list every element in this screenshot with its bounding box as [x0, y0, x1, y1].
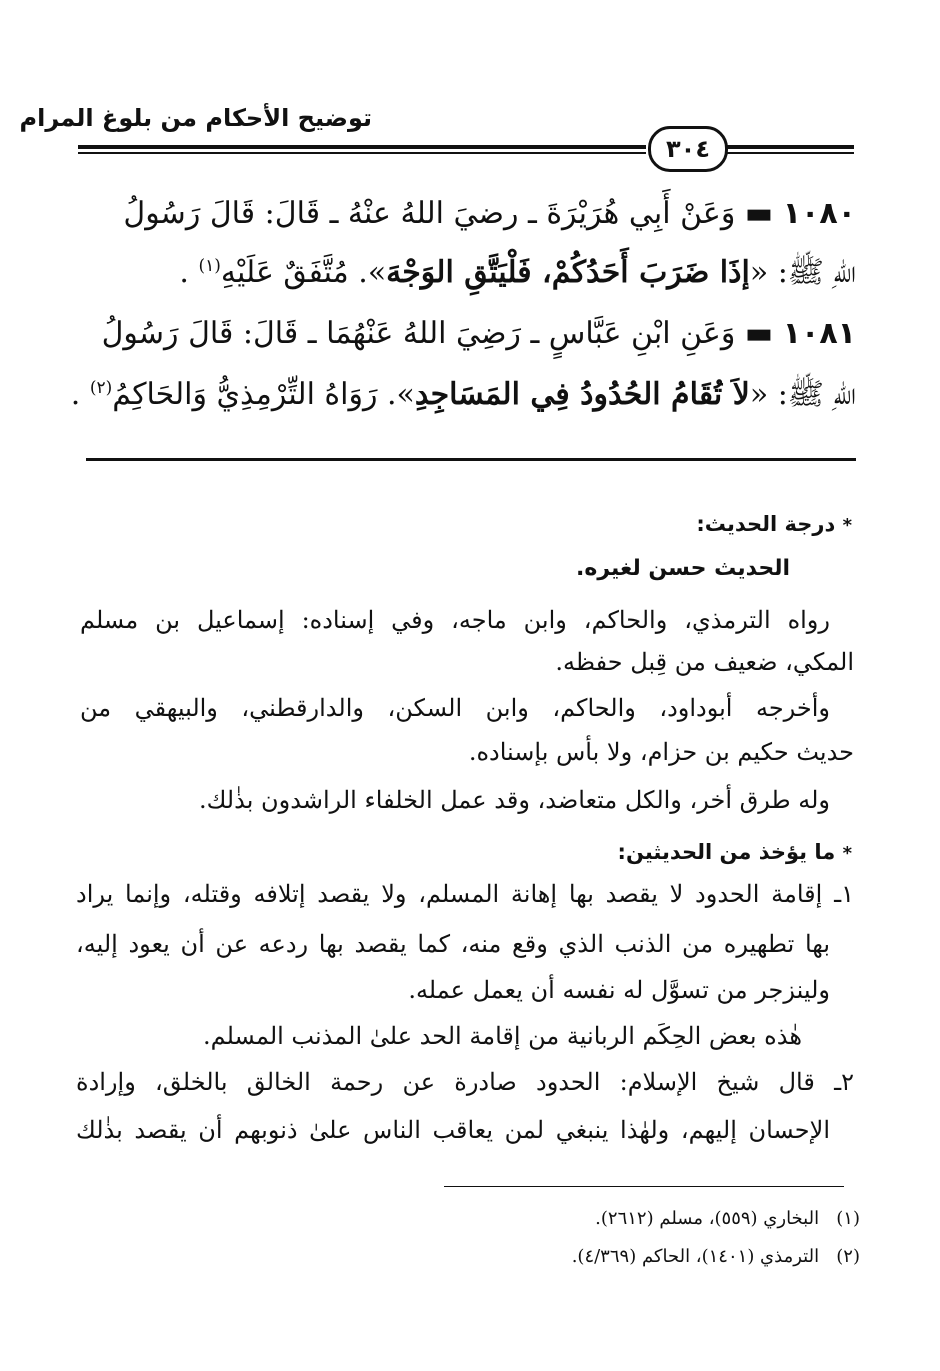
hadith-grade: الحديث حسن لغيره.	[576, 556, 790, 581]
hadith-quote: إذَا ضَرَبَ أَحَدُكُمْ، فَلْيَتَّقِ الوَجْهَ	[386, 255, 750, 290]
paragraph-line: رواه الترمذي، والحاكم، وابن ماجه، وفي إسناده: إسماعيل بن مسلم	[80, 606, 830, 634]
paragraph-line: المكي، ضعيف من قِبل حفظه.	[555, 648, 854, 676]
section-heading-benefits: * ما يؤخذ من الحديثين:	[617, 840, 852, 864]
header-rule-left-thin	[78, 152, 646, 154]
paragraph-line: وله طرق أخر، والكل متعاضد، وقد عمل الخلفاء الراشدون بذٰلك.	[198, 786, 830, 814]
list-item-2-line-1: ٢ـ قال شيخ الإسلام: الحدود صادرة عن رحمة الخالق بالخلق، وإرادة	[76, 1068, 854, 1096]
footnote-ref: (٢)	[89, 378, 113, 398]
footnote-rule	[444, 1186, 844, 1187]
header-rule-left-thick	[78, 145, 646, 149]
paragraph-line: حديث حكيم بن حزام، ولا بأس بإسناده.	[468, 738, 854, 766]
hadith-1080-line-2: اللهِ ﷺ: «إذَا ضَرَبَ أَحَدُكُمْ، فَلْيَتَّقِ الوَجْهَ». مُتَّفَقٌ عَلَيْهِ$^{(١)}$ .	[179, 255, 856, 290]
hadith-1080-line-1: ١٠٨٠ ▬ وَعَنْ أَبِي هُرَيْرَةَ ـ رضيَ اللهُ عنْهُ ـ قَالَ: قَالَ رَسُولُ	[123, 196, 856, 231]
hadith-text: وَعَنِ ابْنِ عَبَّاسٍ ـ رَضِيَ اللهُ عَنْهُمَا ـ قَالَ: قَالَ رَسُولُ	[101, 316, 736, 351]
footnote-1	[595, 1208, 860, 1229]
paragraph-line: وأخرجه أبوداود، والحاكم، وابن السكن، والدارقطني، والبيهقي من	[80, 694, 830, 722]
asterisk-icon: *	[842, 843, 852, 864]
list-item-1-line-3: ولينزجر من تسوَّل له نفسه أن يعمل عمله.	[408, 976, 830, 1004]
footnote-ref: (١)	[198, 256, 221, 276]
hadith-quote: لاَ تُقَامُ الحُدُودُ فِي المَسَاجِدِ	[414, 377, 750, 412]
hadith-text: وَعَنْ أَبِي هُرَيْرَةَ ـ رضيَ اللهُ عنْهُ ـ قَالَ: قَالَ رَسُولُ	[123, 196, 736, 231]
hadith-1081-line-2: اللهِ ﷺ: «لاَ تُقَامُ الحُدُودُ فِي المَسَاجِدِ». رَوَاهُ التِّرْمِذِيُّ وَالحَاكِمُ$^{(٢)}$ .	[70, 377, 856, 412]
asterisk-icon: *	[842, 515, 852, 536]
list-item-1-line-4: هٰذه بعض الحِكَم الربانية من إقامة الحد علىٰ المذنب المسلم.	[202, 1022, 802, 1050]
page-number: ٣٠٤	[648, 126, 728, 172]
footnote-text: البخاري (٥٥٩)، مسلم (٢٦١٢).	[595, 1208, 820, 1229]
footnote-text: الترمذي (١٤٠١)، الحاكم (٤/٣٦٩).	[571, 1246, 820, 1267]
section-divider	[86, 458, 856, 461]
list-item-1-line-1: ١ـ إقامة الحدود لا يقصد بها إهانة المسلم، ولا يقصد إتلافه وقتله، وإنما يراد	[76, 880, 854, 908]
list-item-2-line-2: الإحسان إليهم، ولهٰذا ينبغي لمن يعاقب الناس علىٰ ذنوبهم أن يقصد بذٰلك	[76, 1116, 830, 1144]
footnote-ref: (٢)	[836, 1246, 860, 1267]
header-rule-right-thin	[724, 152, 854, 154]
list-item-1-line-2: بها تطهيره من الذنب الذي وقع منه، كما يقصد بها ردعه عن أن يعود إليه،	[76, 930, 830, 958]
hadith-number: ١٠٨١	[782, 316, 856, 351]
footnote-ref: (١)	[836, 1208, 860, 1229]
hadith-number: ١٠٨٠	[782, 196, 856, 231]
hadith-1081-line-1: ١٠٨١ ▬ وَعَنِ ابْنِ عَبَّاسٍ ـ رَضِيَ اللهُ عَنْهُمَا ـ قَالَ: قَالَ رَسُولُ	[101, 316, 856, 351]
section-heading-grade: * درجة الحديث:	[696, 512, 852, 536]
header-rule-right-thick	[724, 145, 854, 149]
footnote-2	[572, 1246, 860, 1267]
running-header-title: توضيح الأحكام من بلوغ المرام	[19, 104, 372, 132]
